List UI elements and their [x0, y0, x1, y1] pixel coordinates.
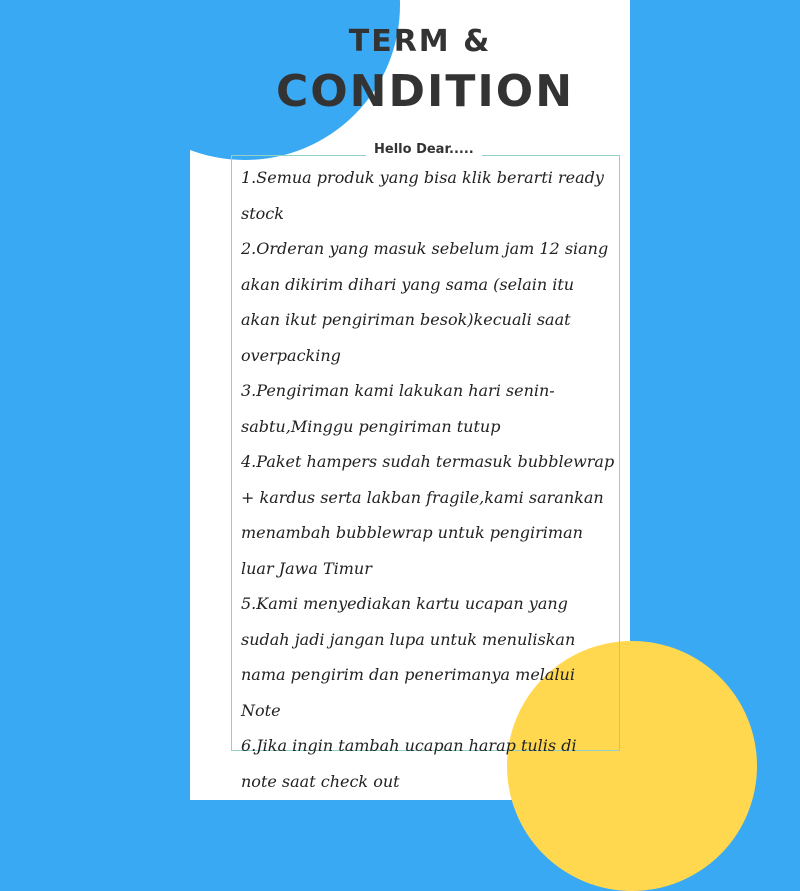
page-title-line1: TERM &: [348, 24, 492, 59]
term-item-1: 1.Semua produk yang bisa klik berarti ready stock: [241, 168, 604, 223]
terms-list: [241, 160, 616, 799]
term-item-2: 2.Orderan yang masuk sebelum jam 12 siang akan dikirim dihari yang sama (selain itu akan ikut pengiriman besok)kecuali saat overpacking: [241, 239, 609, 365]
term-item-3: 3.Pengiriman kami lakukan hari senin-sabtu,Minggu pengiriman tutup: [241, 381, 555, 436]
page-title-line2: CONDITION: [275, 66, 575, 117]
term-item-4: 4.Paket hampers sudah termasuk bubblewrap + kardus serta lakban fragile,kami sarankan menambah bubblewrap untuk pengiriman luar Jawa Timur: [241, 452, 615, 578]
term-item-6: 6.Jika ingin tambah ucapan harap tulis di note saat check out: [241, 736, 577, 791]
greeting-label: Hello Dear.....: [366, 142, 482, 157]
term-item-5: 5.Kami menyediakan kartu ucapan yang sudah jadi jangan lupa untuk menuliskan nama pengirim dan penerimanya melalui Note: [241, 594, 576, 720]
